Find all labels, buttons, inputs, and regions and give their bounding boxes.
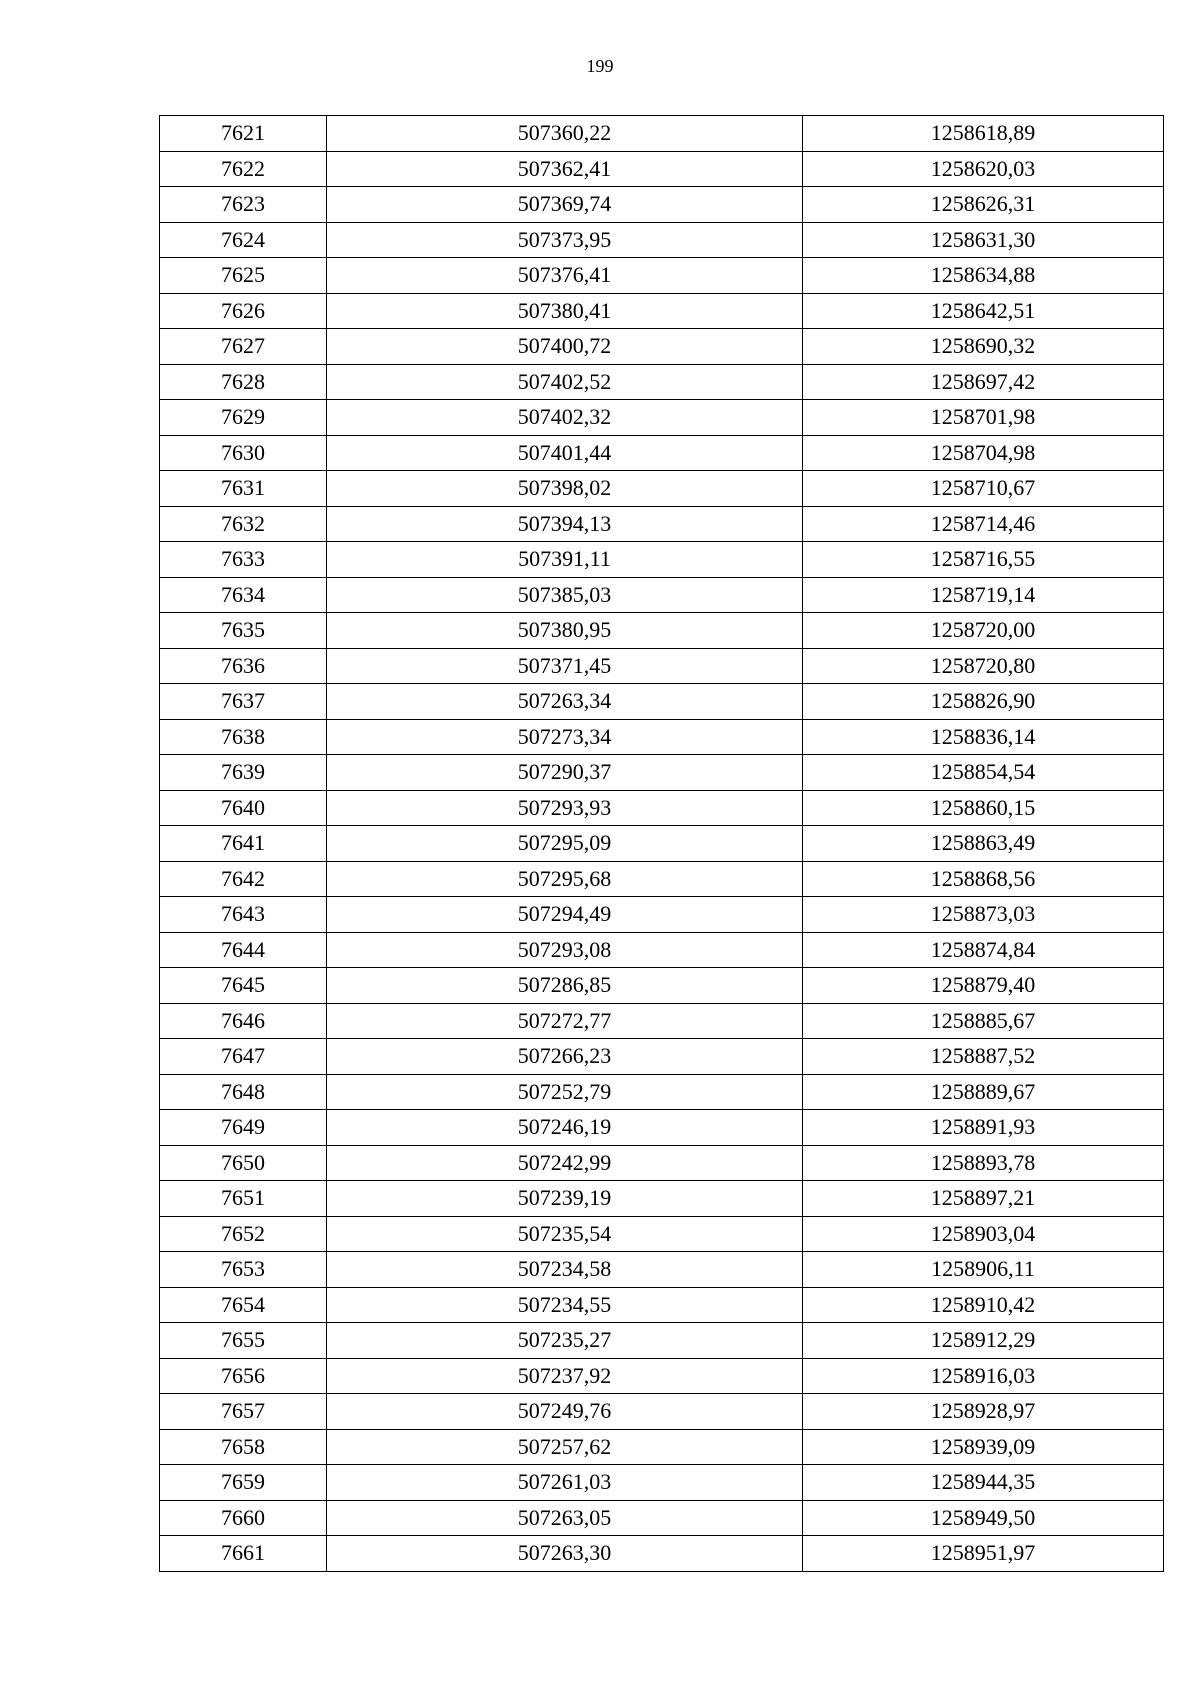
table-row [160,790,1164,826]
x-coordinate-cell: 507246,19 [327,1110,803,1146]
table-row [160,826,1164,862]
table-row [160,258,1164,294]
point-number-cell: 7639 [160,755,327,791]
table-row [160,400,1164,436]
point-number-cell: 7622 [160,151,327,187]
y-coordinate-cell: 1258719,14 [803,577,1164,613]
y-coordinate-cell: 1258720,80 [803,648,1164,684]
table-row [160,648,1164,684]
x-coordinate-cell: 507394,13 [327,506,803,542]
page-number: 199 [586,56,614,76]
point-number-cell: 7648 [160,1074,327,1110]
point-number-cell: 7635 [160,613,327,649]
point-number-cell: 7655 [160,1323,327,1359]
y-coordinate-cell: 1258714,46 [803,506,1164,542]
table-row [160,1181,1164,1217]
point-number-cell: 7647 [160,1039,327,1075]
y-coordinate-cell: 1258874,84 [803,932,1164,968]
point-number-cell: 7631 [160,471,327,507]
x-coordinate-cell: 507242,99 [327,1145,803,1181]
x-coordinate-cell: 507376,41 [327,258,803,294]
y-coordinate-cell: 1258885,67 [803,1003,1164,1039]
point-number-cell: 7654 [160,1287,327,1323]
x-coordinate-cell: 507286,85 [327,968,803,1004]
table-row [160,435,1164,471]
x-coordinate-cell: 507369,74 [327,187,803,223]
x-coordinate-cell: 507235,54 [327,1216,803,1252]
y-coordinate-cell: 1258863,49 [803,826,1164,862]
coordinates-table [159,115,1164,1572]
x-coordinate-cell: 507391,11 [327,542,803,578]
x-coordinate-cell: 507266,23 [327,1039,803,1075]
x-coordinate-cell: 507380,41 [327,293,803,329]
table-row [160,932,1164,968]
table-row [160,1003,1164,1039]
table-row [160,1429,1164,1465]
x-coordinate-cell: 507385,03 [327,577,803,613]
x-coordinate-cell: 507249,76 [327,1394,803,1430]
table-row [160,1287,1164,1323]
y-coordinate-cell: 1258720,00 [803,613,1164,649]
point-number-cell: 7650 [160,1145,327,1181]
point-number-cell: 7625 [160,258,327,294]
table-row [160,364,1164,400]
y-coordinate-cell: 1258879,40 [803,968,1164,1004]
y-coordinate-cell: 1258854,54 [803,755,1164,791]
y-coordinate-cell: 1258891,93 [803,1110,1164,1146]
y-coordinate-cell: 1258912,29 [803,1323,1164,1359]
y-coordinate-cell: 1258916,03 [803,1358,1164,1394]
table-row [160,471,1164,507]
x-coordinate-cell: 507261,03 [327,1465,803,1501]
x-coordinate-cell: 507252,79 [327,1074,803,1110]
table-row [160,116,1164,152]
y-coordinate-cell: 1258620,03 [803,151,1164,187]
x-coordinate-cell: 507400,72 [327,329,803,365]
table-row [160,968,1164,1004]
x-coordinate-cell: 507263,34 [327,684,803,720]
point-number-cell: 7633 [160,542,327,578]
x-coordinate-cell: 507237,92 [327,1358,803,1394]
point-number-cell: 7658 [160,1429,327,1465]
point-number-cell: 7634 [160,577,327,613]
point-number-cell: 7659 [160,1465,327,1501]
table-row [160,542,1164,578]
table-row [160,1358,1164,1394]
point-number-cell: 7643 [160,897,327,933]
x-coordinate-cell: 507234,55 [327,1287,803,1323]
y-coordinate-cell: 1258951,97 [803,1536,1164,1572]
point-number-cell: 7641 [160,826,327,862]
point-number-cell: 7642 [160,861,327,897]
x-coordinate-cell: 507401,44 [327,435,803,471]
y-coordinate-cell: 1258697,42 [803,364,1164,400]
y-coordinate-cell: 1258860,15 [803,790,1164,826]
y-coordinate-cell: 1258634,88 [803,258,1164,294]
y-coordinate-cell: 1258690,32 [803,329,1164,365]
x-coordinate-cell: 507235,27 [327,1323,803,1359]
x-coordinate-cell: 507295,68 [327,861,803,897]
x-coordinate-cell: 507398,02 [327,471,803,507]
table-row [160,1394,1164,1430]
y-coordinate-cell: 1258906,11 [803,1252,1164,1288]
table-row [160,1216,1164,1252]
y-coordinate-cell: 1258887,52 [803,1039,1164,1075]
x-coordinate-cell: 507360,22 [327,116,803,152]
table-row [160,1500,1164,1536]
point-number-cell: 7645 [160,968,327,1004]
point-number-cell: 7636 [160,648,327,684]
table-row [160,577,1164,613]
point-number-cell: 7623 [160,187,327,223]
y-coordinate-cell: 1258873,03 [803,897,1164,933]
y-coordinate-cell: 1258903,04 [803,1216,1164,1252]
y-coordinate-cell: 1258716,55 [803,542,1164,578]
x-coordinate-cell: 507293,08 [327,932,803,968]
y-coordinate-cell: 1258626,31 [803,187,1164,223]
x-coordinate-cell: 507402,52 [327,364,803,400]
point-number-cell: 7630 [160,435,327,471]
point-number-cell: 7644 [160,932,327,968]
table-row [160,329,1164,365]
point-number-cell: 7649 [160,1110,327,1146]
y-coordinate-cell: 1258704,98 [803,435,1164,471]
table-row [160,1074,1164,1110]
y-coordinate-cell: 1258836,14 [803,719,1164,755]
point-number-cell: 7656 [160,1358,327,1394]
point-number-cell: 7627 [160,329,327,365]
table-row [160,684,1164,720]
point-number-cell: 7626 [160,293,327,329]
point-number-cell: 7628 [160,364,327,400]
x-coordinate-cell: 507257,62 [327,1429,803,1465]
y-coordinate-cell: 1258910,42 [803,1287,1164,1323]
point-number-cell: 7660 [160,1500,327,1536]
table-row [160,613,1164,649]
table-row [160,222,1164,258]
table-row [160,861,1164,897]
table-row [160,1536,1164,1572]
y-coordinate-cell: 1258826,90 [803,684,1164,720]
table-row [160,151,1164,187]
point-number-cell: 7621 [160,116,327,152]
x-coordinate-cell: 507290,37 [327,755,803,791]
point-number-cell: 7646 [160,1003,327,1039]
x-coordinate-cell: 507371,45 [327,648,803,684]
y-coordinate-cell: 1258897,21 [803,1181,1164,1217]
x-coordinate-cell: 507294,49 [327,897,803,933]
point-number-cell: 7651 [160,1181,327,1217]
table-row [160,1110,1164,1146]
y-coordinate-cell: 1258631,30 [803,222,1164,258]
table-row [160,1252,1164,1288]
coordinates-table-body [160,116,1164,1572]
table-row [160,755,1164,791]
y-coordinate-cell: 1258701,98 [803,400,1164,436]
x-coordinate-cell: 507362,41 [327,151,803,187]
point-number-cell: 7637 [160,684,327,720]
point-number-cell: 7653 [160,1252,327,1288]
table-row [160,1145,1164,1181]
table-row [160,506,1164,542]
y-coordinate-cell: 1258642,51 [803,293,1164,329]
table-row [160,719,1164,755]
table-row [160,187,1164,223]
y-coordinate-cell: 1258939,09 [803,1429,1164,1465]
x-coordinate-cell: 507234,58 [327,1252,803,1288]
y-coordinate-cell: 1258949,50 [803,1500,1164,1536]
y-coordinate-cell: 1258618,89 [803,116,1164,152]
y-coordinate-cell: 1258928,97 [803,1394,1164,1430]
x-coordinate-cell: 507273,34 [327,719,803,755]
table-row [160,1465,1164,1501]
x-coordinate-cell: 507295,09 [327,826,803,862]
point-number-cell: 7629 [160,400,327,436]
table-row [160,1039,1164,1075]
point-number-cell: 7640 [160,790,327,826]
x-coordinate-cell: 507263,05 [327,1500,803,1536]
y-coordinate-cell: 1258868,56 [803,861,1164,897]
x-coordinate-cell: 507239,19 [327,1181,803,1217]
x-coordinate-cell: 507293,93 [327,790,803,826]
point-number-cell: 7661 [160,1536,327,1572]
point-number-cell: 7652 [160,1216,327,1252]
table-row [160,897,1164,933]
point-number-cell: 7632 [160,506,327,542]
x-coordinate-cell: 507380,95 [327,613,803,649]
x-coordinate-cell: 507272,77 [327,1003,803,1039]
y-coordinate-cell: 1258944,35 [803,1465,1164,1501]
point-number-cell: 7638 [160,719,327,755]
y-coordinate-cell: 1258889,67 [803,1074,1164,1110]
table-row [160,293,1164,329]
point-number-cell: 7624 [160,222,327,258]
x-coordinate-cell: 507402,32 [327,400,803,436]
x-coordinate-cell: 507263,30 [327,1536,803,1572]
x-coordinate-cell: 507373,95 [327,222,803,258]
point-number-cell: 7657 [160,1394,327,1430]
y-coordinate-cell: 1258893,78 [803,1145,1164,1181]
table-row [160,1323,1164,1359]
y-coordinate-cell: 1258710,67 [803,471,1164,507]
